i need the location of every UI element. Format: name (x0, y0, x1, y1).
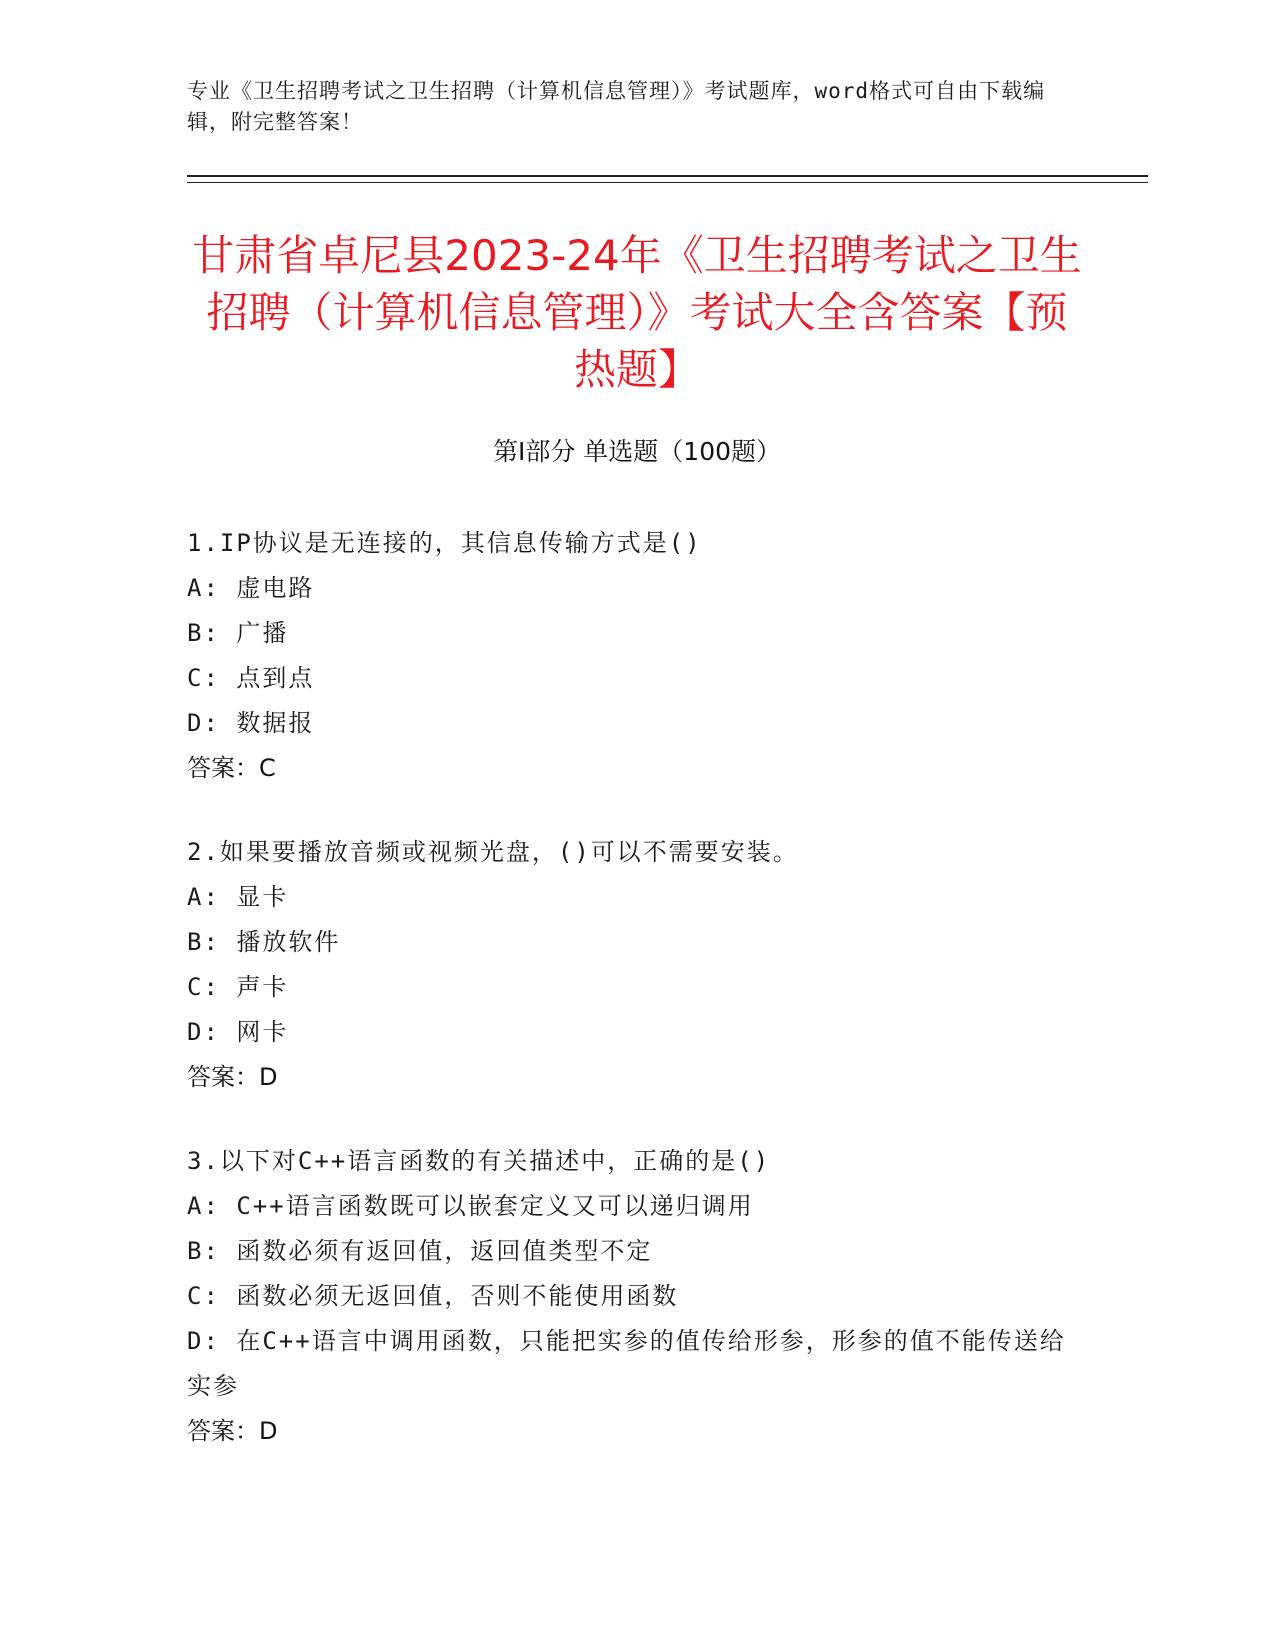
option-c (187, 1274, 1067, 1319)
option-a (187, 566, 1067, 611)
question-stem: 2.如果要播放音频或视频光盘，()可以不需要安装。 (187, 838, 799, 866)
option-key: C (187, 1282, 204, 1310)
answer-line: 答案：D (187, 1417, 278, 1445)
option-text: 显卡 (236, 883, 289, 911)
option-key: B (187, 1237, 204, 1265)
header-note: 专业《卫生招聘考试之卫生招聘（计算机信息管理）》考试题库，word格式可自由下载编辑，附完整答案！ (187, 79, 1046, 134)
option-text: 播放软件 (236, 928, 341, 956)
option-separator: : (203, 883, 237, 911)
option-separator: : (203, 1327, 237, 1355)
option-separator: : (203, 973, 237, 1001)
option-b (187, 1229, 1067, 1274)
option-separator: : (203, 574, 237, 602)
option-key: A (187, 883, 204, 911)
option-text: 数据报 (236, 709, 315, 737)
option-key: A (187, 574, 204, 602)
option-d (187, 1010, 1067, 1055)
question-list (187, 521, 1067, 1493)
option-a (187, 1184, 1067, 1229)
option-text: 在C++语言中调用函数，只能把实参的值传给形参，形参的值不能传送给实参 (187, 1327, 1066, 1400)
answer-line: 答案：C (187, 754, 276, 782)
header-rule-thick (187, 175, 1148, 177)
option-b (187, 920, 1067, 965)
question-stem: 3.以下对C++语言函数的有关描述中，正确的是() (187, 1147, 771, 1175)
option-separator: : (203, 1018, 237, 1046)
option-key: B (187, 928, 204, 956)
option-separator: : (203, 619, 237, 647)
option-text: C++语言函数既可以嵌套定义又可以递归调用 (236, 1192, 754, 1220)
option-key: C (187, 664, 204, 692)
document-title: 甘肃省卓尼县2023-24年《卫生招聘考试之卫生招聘（计算机信息管理）》考试大全含答案【预热题】 (192, 231, 1082, 394)
answer-line: 答案：D (187, 1063, 278, 1091)
option-c (187, 656, 1067, 701)
option-key: D (187, 709, 204, 737)
option-text: 网卡 (236, 1018, 289, 1046)
option-separator: : (203, 1282, 237, 1310)
option-a (187, 875, 1067, 920)
option-key: D (187, 1327, 204, 1355)
option-d (187, 1319, 1067, 1409)
option-text: 声卡 (236, 973, 289, 1001)
option-separator: : (203, 1237, 237, 1265)
question-1 (187, 521, 1067, 791)
option-separator: : (203, 664, 237, 692)
option-key: A (187, 1192, 204, 1220)
option-key: C (187, 973, 204, 1001)
section-heading: 第I部分 单选题（100题） (492, 437, 782, 466)
option-text: 函数必须有返回值，返回值类型不定 (236, 1237, 653, 1265)
option-b (187, 611, 1067, 656)
question-3 (187, 1139, 1067, 1454)
option-separator: : (203, 1192, 237, 1220)
option-c (187, 965, 1067, 1010)
option-text: 广播 (236, 619, 289, 647)
option-key: D (187, 1018, 204, 1046)
option-text: 虚电路 (236, 574, 315, 602)
option-separator: : (203, 928, 237, 956)
option-d (187, 701, 1067, 746)
question-2 (187, 830, 1067, 1100)
header-rule-thin (187, 182, 1148, 183)
option-text: 点到点 (236, 664, 315, 692)
option-separator: : (203, 709, 237, 737)
option-key: B (187, 619, 204, 647)
option-text: 函数必须无返回值，否则不能使用函数 (236, 1282, 679, 1310)
question-stem: 1.IP协议是无连接的，其信息传输方式是() (187, 529, 702, 557)
